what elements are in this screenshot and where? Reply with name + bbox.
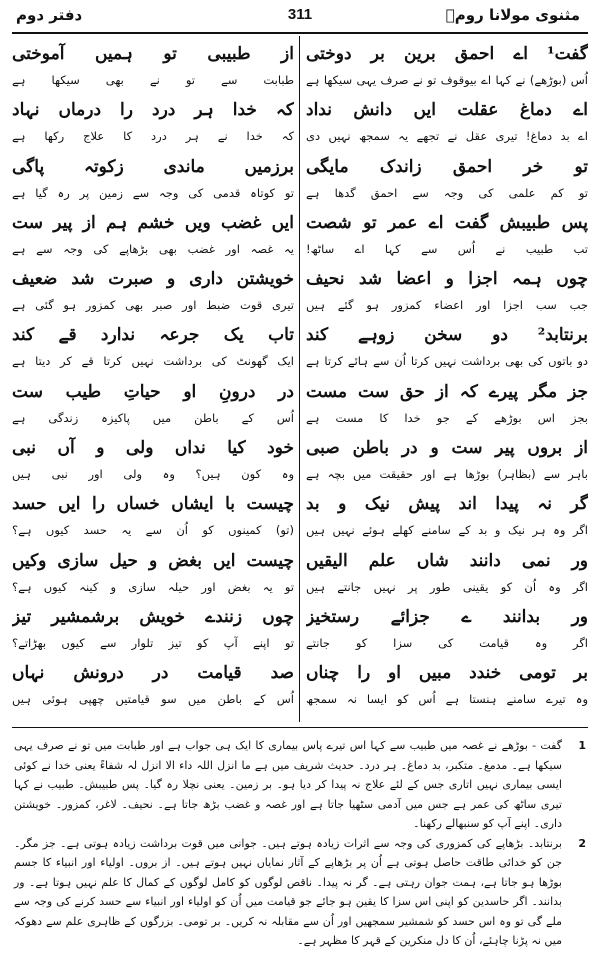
verse-couplet [306,378,588,434]
urdu-translation: تو اپنے آپ کو تیز تلوار سے کیوں بھڑاتے؟ [12,635,294,650]
verse-couplet [12,434,294,490]
verse-couplet [12,40,294,96]
urdu-translation: (تو) کمینوں کو اُن سے یہ حسد کیوں ہے؟ [12,523,294,538]
verse-couplet [306,321,588,377]
verse-couplet [306,490,588,546]
verse-couplet [12,659,294,715]
urdu-translation: اُس (بوڑھے) نے کہا اے بیوقوف تو نے صرف یہی سیکھا ہے [306,73,588,87]
right-verse-column [306,40,588,716]
persian-verse: پس طبیبش گفت اے عمر تو شصت [306,212,588,233]
persian-verse: چیست ایں بغض و حیل سازی وکیں [12,550,294,571]
urdu-translation: دو باتوں کی بھی برداشت نہیں کرتا اُن سے ہائے کرتا ہے [306,354,588,369]
urdu-translation: بجز اس بوڑھے کے جو خدا کا مست ہے [306,410,588,425]
urdu-translation: تو کوتاہ قدمی کی وجہ سے زمین پر رہ گیا ہے [12,185,294,200]
verse-couplet [306,547,588,603]
verse-couplet [306,434,588,490]
urdu-translation: تو یہ بغض اور حیلہ سازی و کینہ کیوں ہے؟ [12,579,294,594]
verse-couplet [12,378,294,434]
verse-couplet [306,40,588,96]
volume-title: دفتر دوم [16,6,83,24]
urdu-translation: تو کم علمی کی وجہ سے احمق گدھا ہے [306,185,588,200]
page-number: 311 [287,6,313,23]
persian-verse: خود کیا نداں ولی و آں نبی [12,438,294,459]
urdu-translation: اگر وہ قیامت کی سزا کو جانتے [306,635,588,650]
verse-couplet [306,265,588,321]
verse-couplet [12,153,294,209]
urdu-translation: اگر وہ اُن کو یقینی طور پر نہیں جانتے ہیں [306,579,588,594]
left-verse-column [12,40,294,716]
persian-verse: از بروں پیر ست و در باطن صبی [306,438,588,459]
column-divider [299,36,300,722]
footnote-rule [12,727,588,728]
verse-couplet [12,321,294,377]
page-header [12,6,588,32]
verse-couplet [306,209,588,265]
persian-verse: صد قیامت در درونش نہاں [12,663,294,684]
verse-couplet [12,490,294,546]
urdu-translation: اُس کے باطن میں سو قیامتیں چھپی ہوئی ہیں [12,692,294,707]
persian-verse: خویشتن داری و صبرت شد ضعیف [12,269,294,290]
urdu-translation: اُس کے باطن میں پاکیزہ زندگی ہے [12,410,294,425]
persian-verse: تاب یک جرعہ ندارد قے کند [12,325,294,346]
verse-couplet [12,547,294,603]
verse-couplet [306,153,588,209]
persian-verse: ایں غضب ویں خشم ہم از پیر ست [12,212,294,233]
persian-verse: ور بدانند ے جزائے رستخیز [306,606,588,627]
persian-verse: برزمیں ماندی زکوتہ پاگی [12,156,294,177]
persian-verse: گفت¹ اے احمق برین بر دوختی [306,44,588,64]
urdu-translation: یہ غصہ اور غضب بھی بڑھاپے کی وجہ سے ہے [12,241,294,256]
urdu-translation: باہر سے (بظاہر) بوڑھا ہے اور حقیقت میں بچہ ہے [306,467,588,482]
footnote-number: 1 [578,739,586,752]
persian-verse: گر نہ پیدا اند پیش نیک و بد [306,494,588,515]
urdu-translation: اے بد دماغ! تیری عقل نے تجھے یہ سمجھ نہیں دی [306,129,588,144]
footnote-number: 2 [578,836,586,850]
urdu-translation: وہ کون ہیں؟ وہ ولی اور نبی ہیں [12,467,294,482]
urdu-translation: تب طبیب نے اُس سے کہا اے ساٹھ! [306,241,588,256]
persian-verse: برنتابد² دو سخن زوہے کند [306,325,588,346]
persian-verse: تو خر احمق زاندک مایگی [306,156,588,177]
urdu-translation: جب سب اجزا اور اعضاء کمزور ہو گئے ہیں [306,298,588,313]
persian-verse: چوں ہمہ اجزا و اعضا شد نحیف [306,269,588,290]
urdu-translation: کہ خدا نے ہر درد کا علاج رکھا ہے [12,129,294,144]
verse-couplet [12,265,294,321]
urdu-translation: طبابت سے تو نے بھی سیکھا ہے [12,73,294,87]
persian-verse: جز مگر پیرے کہ از حق ست مست [306,381,588,402]
persian-verse: چیست با ایشاں خساں را ایں حسد [12,494,294,515]
header-rule [12,32,588,34]
urdu-translation: وہ تیرے سامنے ہنستا ہے اُس کو ایسا نہ سمجھ [306,692,588,707]
verse-couplet [306,659,588,715]
footnote-text: برنتابد۔ بڑھاپے کی کمزوری کی وجہ سے اثرات زیادہ ہوتے ہیں۔ جوانی میں قوت برداشت زیادہ ہوتی ہے۔ جز مگر۔ جن کو خدائی طاقت حاصل ہوتی ہے اُن پر بڑھاپے کے آثار نمایاں نہیں ہوتے ہیں۔ از بروں۔ اولیاء اور انبیاء کا جسم بوڑھا ہو جاتا ہے، ہمت جوان رہتی ہے۔ گر نہ پیدا۔ ناقص لوگوں کو کامل لوگوں کے کمال کا علم نہیں ہوتا ہے۔ ور بدانند۔ اگر حاسدین کو اپنی اس سزا کا یقین ہو جائے جو قیامت میں اُن کو اولیاء اور انبیاء سے حسد کرنے کی وجہ سے ملے گی تو وہ اس حسد کو شمشیر سمجھیں اور اُن سے مقابلہ نہ کریں۔ بر تومی۔ بزرگوں کے ظاہری علم سے دھوکہ میں نہ پڑنا چاہئے، اُن کا دل منکرین کے قہر کا مظہر ہے۔ [14,836,562,947]
persian-verse: از طبیبی تو ہمیں آموختی [12,44,294,64]
persian-verse: در درونِ او حیاتِ طیب ست [12,381,294,402]
footnote [14,834,588,951]
book-title: مثنوی مولانا رومؒ [445,6,580,24]
verse-couplet [12,209,294,265]
urdu-translation: تیری قوت ضبط اور صبر بھی کمزور ہو گئی ہے [12,298,294,313]
persian-verse: چوں زنندے خویش برشمشیر تیز [12,606,294,627]
urdu-translation: ایک گھونٹ کی برداشت نہیں کرتا قے کر دیتا ہے [12,354,294,369]
verse-couplet [12,603,294,659]
persian-verse: بر تومی خندد مبیں او را چناں [306,663,588,684]
footnote [14,736,588,834]
verse-couplet [12,96,294,152]
persian-verse: ور نمی دانند شاں علم الیقیں [306,550,588,571]
footnotes [14,736,588,951]
persian-verse: کہ خدا ہر درد را درماں نہاد [12,100,294,121]
urdu-translation: اگر وہ ہر نیک و بد کے سامنے کھلے ہوئے نہیں ہیں [306,523,588,538]
verse-couplet [306,603,588,659]
verse-couplet [306,96,588,152]
persian-verse: اے دماغ عقلت ایں دانش نداد [306,100,588,121]
footnote-text: گفت - بوڑھے نے غصہ میں طبیب سے کہا اس تیرے پاس بیماری کا ایک ہی جواب ہے اور طبابت میں تو نے صرف یہی سیکھا ہے۔ مدمغ۔ متکبر، بد دماغ۔ ہر درد۔ حدیث شریف میں ہے ما انزل اللہ داء الا انزل لہ شفاءً یعنی خدا نے کوئی ایسی بیماری نہیں اتاری جس کے لئے علاج نہ پیدا کر دیا ہو۔ بر زمین۔ یعنی نچلا رہ گیا۔ پس طبیبش۔ طبیب نے کہا تیری ساٹھ کی عمر ہے جس میں آدمی سٹھیا جاتا ہے اور غصہ و غضب بڑھ جاتا ہے۔ نحیف۔ لاغر، کمزور۔ خویشتن داری۔ اپنے آپ کو سنبھالے رکھنا۔ [14,739,562,830]
